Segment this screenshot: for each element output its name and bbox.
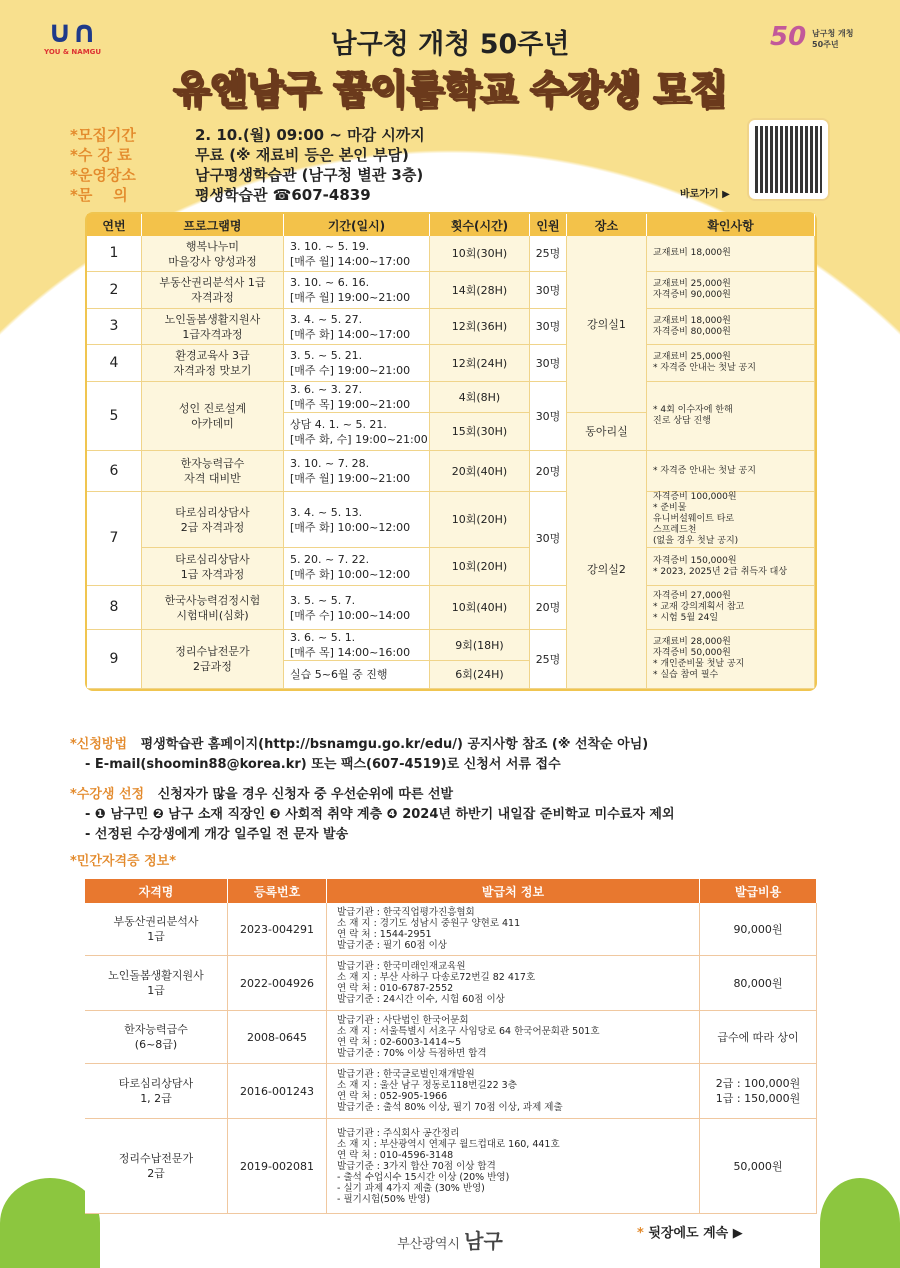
program-period: 3. 10. ~ 6. 16. [매주 월] 19:00~21:00 xyxy=(284,272,430,309)
table-row xyxy=(87,309,815,345)
cert-issuer-info: 발급기관 : 한국미래인재교육원 소 재 지 : 부산 사하구 다송로72번길 82 417호 연 락 처 : 010-6787-2552 발급기준 : 24시간 이수, 시험 60점 이상 xyxy=(327,956,700,1011)
table-row xyxy=(87,586,815,630)
program-capacity: 30명 xyxy=(530,492,567,586)
program-capacity: 30명 xyxy=(530,382,567,451)
cert-reg-number: 2008-0645 xyxy=(228,1011,327,1064)
cert-name: 부동산권리분석사 1급 xyxy=(85,903,228,956)
row-number: 1 xyxy=(87,236,142,272)
cert-reg-number: 2022-004926 xyxy=(228,956,327,1011)
row-number: 9 xyxy=(87,630,142,689)
program-notes: 교재료비 28,000원 자격증비 50,000원 * 개인준비물 첫날 공지 * 실습 참여 필수 xyxy=(647,630,815,689)
program-notes: 교재료비 18,000원 자격증비 80,000원 xyxy=(647,309,815,345)
program-notes: 자격증비 27,000원 * 교재 강의계획서 참고 * 시험 5월 24일 xyxy=(647,586,815,630)
table-row xyxy=(87,451,815,492)
cert-name: 정리수납전문가 2급 xyxy=(85,1119,228,1214)
program-sessions: 12회(24H) xyxy=(430,345,530,382)
program-capacity: 20명 xyxy=(530,451,567,492)
row-number: 6 xyxy=(87,451,142,492)
row-number: 2 xyxy=(87,272,142,309)
table-row xyxy=(87,630,815,661)
program-table xyxy=(85,212,817,691)
column-header: 장소 xyxy=(567,214,647,236)
info-block: *모집기간 2. 10.(월) 09:00 ~ 마감 시까지 *수 강 료 무료 (※ 재료비 등은 본인 부담) *운영장소 남구평생학습관 (남구청 별관 3층) *문 의 평생학습관 ☎607-4839 xyxy=(70,126,425,204)
column-header: 프로그램명 xyxy=(142,214,284,236)
program-notes: * 4회 이수자에 한해 진로 상담 진행 xyxy=(647,382,815,451)
program-period: 실습 5~6월 중 진행 xyxy=(284,661,430,689)
program-capacity: 20명 xyxy=(530,586,567,630)
column-header: 발급처 정보 xyxy=(327,879,700,903)
program-period: 3. 10. ~ 5. 19. [매주 월] 14:00~17:00 xyxy=(284,236,430,272)
table-row xyxy=(87,236,815,272)
cert-issuer-info: 발급기관 : 한국직업평가진흥협회 소 재 지 : 경기도 성남시 중원구 양현로 411 연 락 처 : 1544-2951 발급기준 : 필기 60점 이상 xyxy=(327,903,700,956)
cert-fee: 50,000원 xyxy=(700,1119,817,1214)
column-header: 등록번호 xyxy=(228,879,327,903)
program-place: 강의실1 xyxy=(567,236,647,413)
program-period: 3. 4. ~ 5. 13. [매주 화] 10:00~12:00 xyxy=(284,492,430,548)
program-name: 타로심리상담사 2급 자격과정 xyxy=(142,492,284,548)
program-name: 부동산권리분석사 1급 자격과정 xyxy=(142,272,284,309)
column-header: 확인사항 xyxy=(647,214,815,236)
program-notes: 교재료비 18,000원 xyxy=(647,236,815,272)
cert-table xyxy=(85,879,817,1214)
program-sessions: 14회(28H) xyxy=(430,272,530,309)
page-title: 유엔남구 꿈이룸학교 수강생 모집 xyxy=(173,67,727,111)
program-name: 환경교육사 3급 자격과정 맛보기 xyxy=(142,345,284,382)
program-period: 상담 4. 1. ~ 5. 21. [매주 화, 수] 19:00~21:00 xyxy=(284,413,430,451)
program-notes: 자격증비 150,000원 * 2023, 2025년 2급 취득자 대상 xyxy=(647,548,815,586)
continued-note: * 뒷장에도 계속 ▶ xyxy=(637,1226,743,1241)
program-sessions: 10회(40H) xyxy=(430,586,530,630)
cert-reg-number: 2023-004291 xyxy=(228,903,327,956)
program-sessions: 6회(24H) xyxy=(430,661,530,689)
column-header: 자격명 xyxy=(85,879,228,903)
footer-org: 부산광역시 남구 xyxy=(397,1229,503,1253)
program-sessions: 9회(18H) xyxy=(430,630,530,661)
cert-name: 노인돌봄생활지원사 1급 xyxy=(85,956,228,1011)
table-row xyxy=(87,345,815,382)
cert-issuer-info: 발급기관 : 사단법인 한국어문회 소 재 지 : 서울특별시 서초구 사임당로 64 한국어문회관 501호 연 락 처 : 02-6003-1414~5 발급기준 : 70% 이상 득점하면 합격 xyxy=(327,1011,700,1064)
column-header: 인원 xyxy=(530,214,567,236)
program-sessions: 10회(20H) xyxy=(430,492,530,548)
table-row xyxy=(87,272,815,309)
cert-issuer-info: 발급기관 : 한국글로벌인재개발원 소 재 지 : 울산 남구 정동로118번길22 3층 연 락 처 : 052-905-1966 발급기준 : 출석 80% 이상, 필기 70점 이상, 과제 제출 xyxy=(327,1064,700,1119)
cert-issuer-info: 발급기관 : 주식회사 공간정리 소 재 지 : 부산광역시 연제구 월드컵대로 160, 441호 연 락 처 : 010-4596-3148 발급기준 : 3가지 합산 70점 이상 합격 - 출석 수업시수 15시간 이상 (20% 반영) - 실기 과제 4가지 제출 (30% 반영) - 필기시험(50% 반영) xyxy=(327,1119,700,1214)
program-notes: * 자격증 안내는 첫날 공지 xyxy=(647,451,815,492)
column-header: 연번 xyxy=(87,214,142,236)
row-number: 8 xyxy=(87,586,142,630)
row-number: 5 xyxy=(87,382,142,451)
program-period: 3. 6. ~ 5. 1. [매주 목] 14:00~16:00 xyxy=(284,630,430,661)
column-header: 발급비용 xyxy=(700,879,817,903)
anniversary-logo: 50 남구청 개청 50주년 xyxy=(770,22,854,52)
program-period: 3. 10. ~ 7. 28. [매주 월] 19:00~21:00 xyxy=(284,451,430,492)
table-row xyxy=(87,492,815,548)
cert-fee: 80,000원 xyxy=(700,956,817,1011)
program-place: 동아리실 xyxy=(567,413,647,451)
program-period: 3. 5. ~ 5. 7. [매주 수] 10:00~14:00 xyxy=(284,586,430,630)
program-notes: 교재료비 25,000원 자격증비 90,000원 xyxy=(647,272,815,309)
column-header: 횟수(시간) xyxy=(430,214,530,236)
program-period: 3. 6. ~ 3. 27. [매주 목] 19:00~21:00 xyxy=(284,382,430,413)
program-notes: 자격증비 100,000원 * 준비물 유니버설웨이트 타로 스프레드천 (없을 경우 첫날 공지) xyxy=(647,492,815,548)
namgu-logo: ∪∩ YOU & NAMGU xyxy=(44,15,102,56)
column-header: 기간(일시) xyxy=(284,214,430,236)
table-row xyxy=(87,382,815,413)
program-place: 강의실2 xyxy=(567,451,647,689)
cert-section-title: *민간자격증 정보* xyxy=(70,854,177,869)
cert-fee: 90,000원 xyxy=(700,903,817,956)
program-period: 5. 20. ~ 7. 22. [매주 화] 10:00~12:00 xyxy=(284,548,430,586)
table-row xyxy=(87,548,815,586)
row-number: 3 xyxy=(87,309,142,345)
table-row xyxy=(85,1064,817,1119)
program-sessions: 10회(30H) xyxy=(430,236,530,272)
program-name: 한국사능력검정시험 시험대비(심화) xyxy=(142,586,284,630)
table-row xyxy=(85,1119,817,1214)
cert-fee: 2급 : 100,000원 1급 : 150,000원 xyxy=(700,1064,817,1119)
program-name: 한자능력급수 자격 대비반 xyxy=(142,451,284,492)
selection-section: *수강생 선정 신청자가 많을 경우 신청자 중 우선순위에 따른 선발 - ❶ 남구민 ❷ 남구 소재 직장인 ❸ 사회적 취약 계층 ❹ 2024년 하반기 내일잡 준비학교 미수료자 제외 - 선정된 수강생에게 개강 일주일 전 문자 발송 xyxy=(70,787,675,842)
program-name: 행복나누미 마을강사 양성과정 xyxy=(142,236,284,272)
program-name: 타로심리상담사 1급 자격과정 xyxy=(142,548,284,586)
row-number: 7 xyxy=(87,492,142,586)
program-name: 정리수납전문가 2급과정 xyxy=(142,630,284,689)
program-capacity: 30명 xyxy=(530,345,567,382)
program-capacity: 30명 xyxy=(530,272,567,309)
cert-name: 타로심리상담사 1, 2급 xyxy=(85,1064,228,1119)
table-row xyxy=(85,903,817,956)
cert-reg-number: 2016-001243 xyxy=(228,1064,327,1119)
program-name: 성인 진로설계 아카데미 xyxy=(142,382,284,451)
program-period: 3. 5. ~ 5. 21. [매주 수] 19:00~21:00 xyxy=(284,345,430,382)
program-name: 노인돌봄생활지원사 1급자격과정 xyxy=(142,309,284,345)
qr-link-label[interactable]: 바로가기 ▶ xyxy=(680,189,730,200)
program-period: 3. 4. ~ 5. 27. [매주 화] 14:00~17:00 xyxy=(284,309,430,345)
row-number: 4 xyxy=(87,345,142,382)
program-sessions: 20회(40H) xyxy=(430,451,530,492)
cert-reg-number: 2019-002081 xyxy=(228,1119,327,1214)
subtitle: 남구청 개청 50주년 xyxy=(330,29,570,60)
cert-fee: 급수에 따라 상이 xyxy=(700,1011,817,1064)
program-sessions: 12회(36H) xyxy=(430,309,530,345)
table-row xyxy=(85,1011,817,1064)
apply-section: *신청방법 평생학습관 홈페이지(http://bsnamgu.go.kr/edu/) 공지사항 참조 (※ 선착순 아님) - E-mail(shoomin88@korea.kr) 또는 팩스(607-4519)로 신청서 서류 접수 xyxy=(70,737,649,772)
table-row xyxy=(85,956,817,1011)
program-notes: 교재료비 25,000원 * 자격증 안내는 첫날 공지 xyxy=(647,345,815,382)
program-capacity: 30명 xyxy=(530,309,567,345)
program-sessions: 15회(30H) xyxy=(430,413,530,451)
program-sessions: 10회(20H) xyxy=(430,548,530,586)
qr-code[interactable] xyxy=(747,118,830,201)
program-sessions: 4회(8H) xyxy=(430,382,530,413)
cert-name: 한자능력급수 (6~8급) xyxy=(85,1011,228,1064)
program-capacity: 25명 xyxy=(530,630,567,689)
program-capacity: 25명 xyxy=(530,236,567,272)
